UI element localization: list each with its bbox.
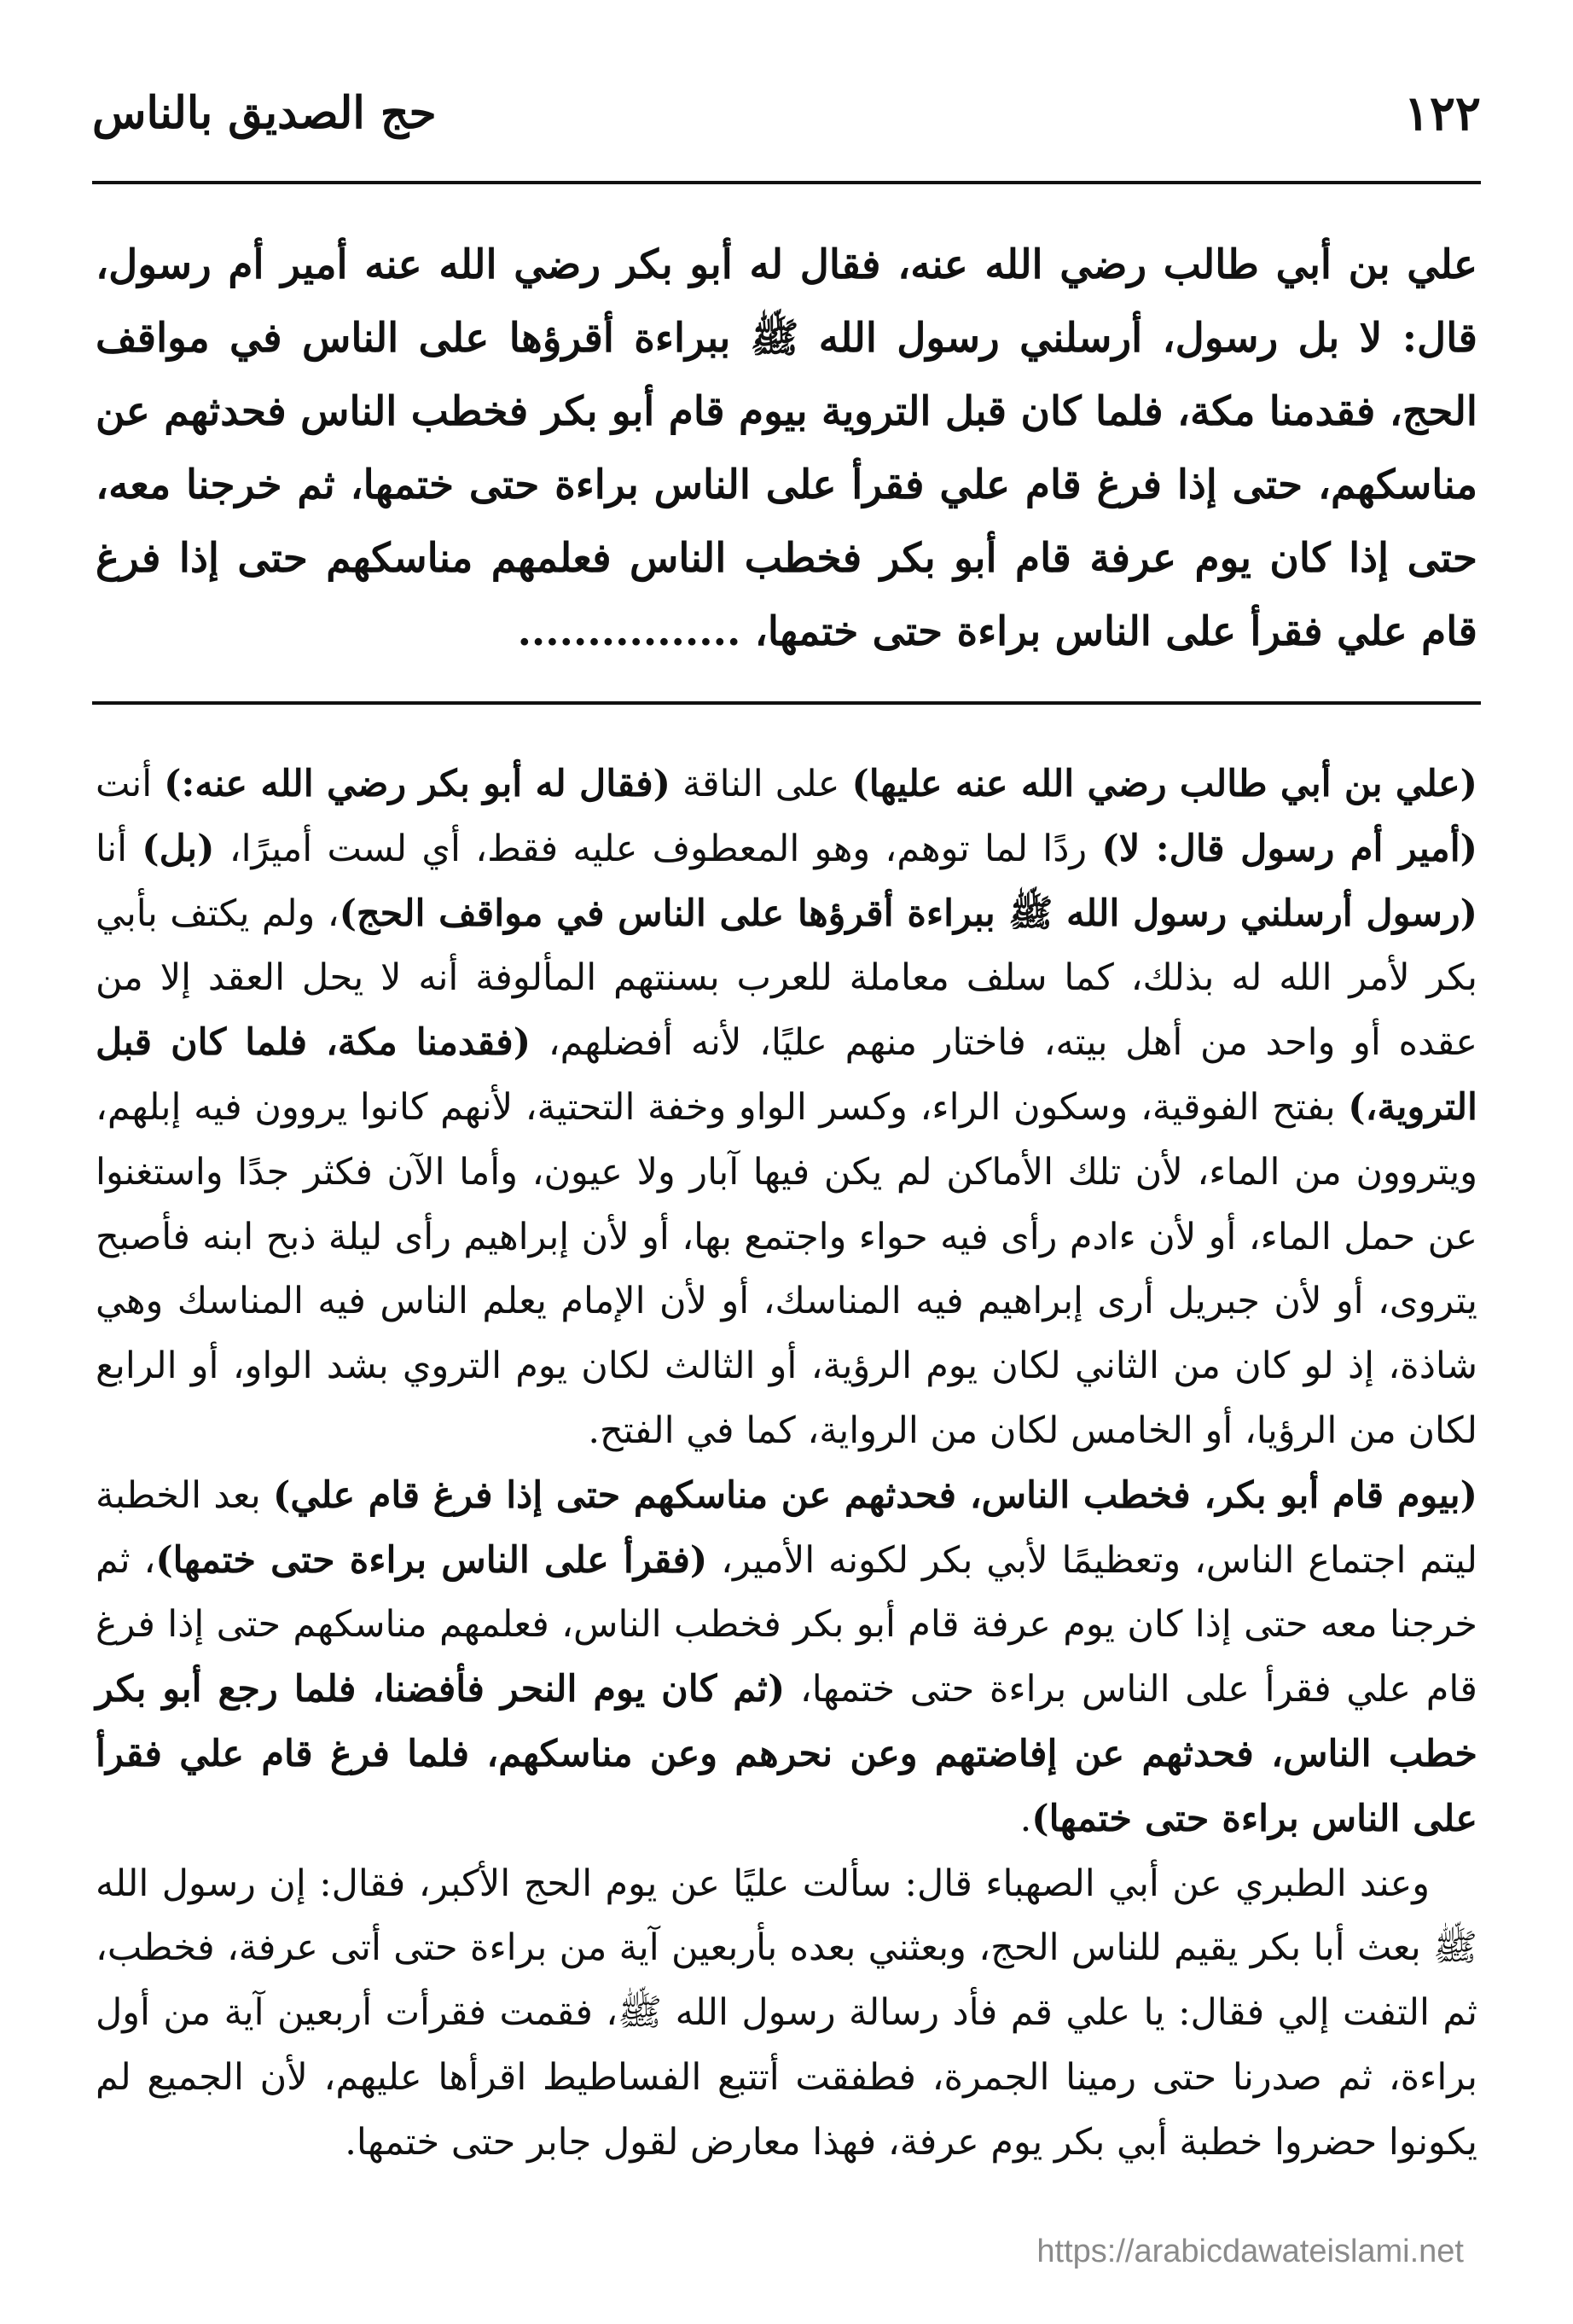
commentary-text: أنت [96, 763, 165, 805]
commentary-divider [92, 701, 1481, 705]
hadith-text [96, 229, 1477, 669]
commentary-text: ردًا لما توهم، وهو المعطوف عليه فقط، أي لست أميرًا، [214, 827, 1102, 870]
quoted-matn: (علي بن أبي طالب رضي الله عنه عليها) [851, 763, 1477, 805]
quoted-matn: (رسول أرسلني رسول الله ﷺ ببراءة أقرؤها على الناس في مواقف الحج) [339, 892, 1477, 935]
quoted-matn: (فقدمنا مكة، فلما كان قبل التروية،) [96, 1021, 1477, 1129]
commentary-paragraph-1 [96, 752, 1477, 1464]
quoted-matn: (بل) [142, 827, 215, 870]
header-divider [92, 181, 1481, 184]
commentary-text: ، ثم خرجنا معه حتى إذا كان يوم عرفة قام أبو بكر فخطب الناس، فعلمهم مناسكهم حتى إذا فرغ قام علي فقرأ على الناس براءة حتى ختمها، [96, 1538, 1477, 1711]
quoted-matn: (بيوم قام أبو بكر، فخطب الناس، فحدثهم عن مناسكهم حتى إذا فرغ قام علي) [273, 1473, 1477, 1517]
commentary-text: بفتح الفوقية، وسكون الراء، وكسر الواو وخفة التحتية، لأنهم كانوا يروون فيه إبلهم، ويتروون من الماء، لأن تلك الأماكن لم يكن فيها آبار ولا عيون، وأما الآن فكثر جدًا واستغنوا عن حمل الماء، أو لأن ءادم رأى فيه حواء واجتمع بها، أو لأن إبراهيم رأى ليلة ذبح ابنه فأصبح يتروى، أو لأن جبريل أرى إبراهيم فيه المناسك، أو لأن الإمام يعلم الناس فيه المناسك وهي شاذة، إذ لو كان من الثاني لكان يوم الرؤية، أو الثالث لكان يوم التروي بشد الواو، أو الرابع لكان من الرؤيا، أو الخامس لكان من الرواية، كما في الفتح. [96, 1085, 1478, 1452]
running-title: حج الصديق بالناس [92, 87, 437, 139]
page-header [92, 75, 1481, 169]
commentary [96, 752, 1477, 2176]
commentary-text: بعد الخطبة ليتم اجتماع الناس، وتعظيمًا لأبي بكر لكونه الأمير، [96, 1473, 1477, 1582]
hadith-ellipsis: ................ [517, 608, 741, 655]
page-number: ١٢٢ [1403, 85, 1481, 142]
commentary-text: ، ولم يكتف بأبي بكر لأمر الله له بذلك، كما سلف معاملة للعرب بسنتهم المألوفة أنه لا يحل العقد إلا من عقده أو واحد من أهل بيته، فاختار منهم عليًا، لأنه أفضلهم، [96, 892, 1477, 1065]
watermark-url: https://arabicdawateislami.net [1036, 2234, 1464, 2269]
quoted-matn: (ثم كان يوم النحر فأفضنا، فلما رجع أبو بكر خطب الناس، فحدثهم عن إفاضتهم وعن نحرهم وعن مناسكهم، فلما فرغ قام علي فقرأ على الناس براءة حتى ختمها) [96, 1668, 1477, 1840]
commentary-text: . [1019, 1797, 1032, 1840]
quoted-matn: (أمير أم رسول قال: لا) [1101, 827, 1478, 870]
commentary-text: أنا [96, 827, 142, 870]
hadith-body: علي بن أبي طالب رضي الله عنه، فقال له أبو بكر رضي الله عنه أمير أم رسول، قال: لا بل رسول، أرسلني رسول الله ﷺ ببراءة أقرؤها على الناس في مواقف الحج، فقدمنا مكة، فلما كان قبل التروية بيوم قام أبو بكر فخطب الناس فحدثهم عن مناسكهم، حتى إذا فرغ قام علي فقرأ على الناس براءة حتى ختمها، ثم خرجنا معه، حتى إذا كان يوم عرفة قام أبو بكر فخطب الناس فعلمهم مناسكهم حتى إذا فرغ قام علي فقرأ على الناس براءة حتى ختمها، [96, 241, 1477, 655]
quoted-matn: (فقرأ على الناس براءة حتى ختمها) [155, 1538, 708, 1582]
commentary-paragraph-2 [96, 1464, 1477, 1852]
quoted-matn: (فقال له أبو بكر رضي الله عنه:) [164, 763, 670, 805]
commentary-paragraph-3: وعند الطبري عن أبي الصهباء قال: سألت عليًا عن يوم الحج الأكبر، فقال: إن رسول الله ﷺ بعث أبا بكر يقيم للناس الحج، وبعثني بعده بأربعين آية من براءة حتى أتى عرفة، فخطب، ثم التفت إلي فقال: يا علي قم فأد رسالة رسول الله ﷺ، فقمت فقرأت أربعين آية من أول براءة، ثم صدرنا حتى رمينا الجمرة، فطفقت أتتبع الفساطيط اقرأها عليهم، لأن الجميع لم يكونوا حضروا خطبة أبي بكر يوم عرفة، فهذا معارض لقول جابر حتى ختمها. [96, 1862, 1477, 2164]
commentary-text: على الناقة [670, 763, 852, 805]
